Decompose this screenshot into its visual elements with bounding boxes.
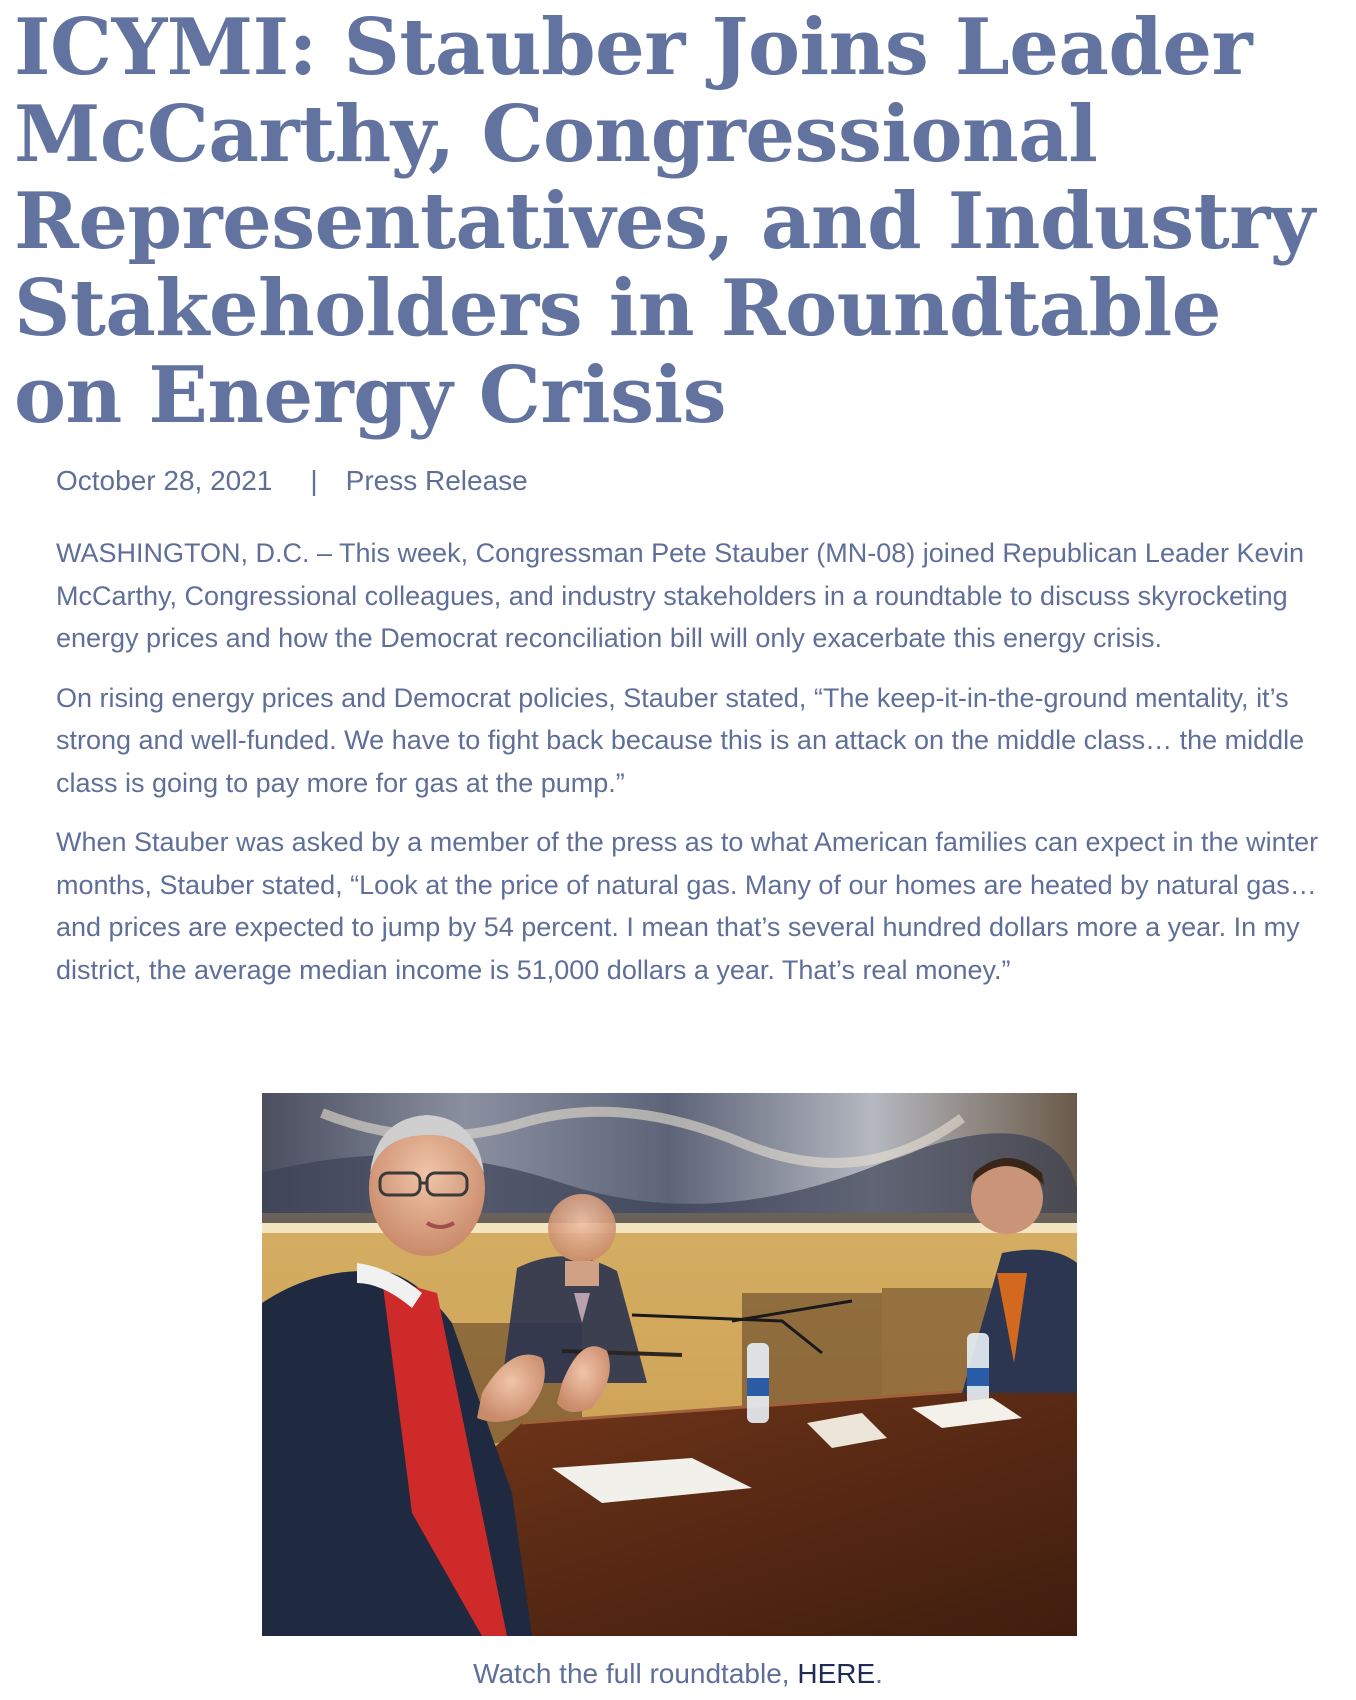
meta-separator: | [310,465,318,496]
paragraph-quote-2: When Stauber was asked by a member of the press as to what American families can expect in the winter months, Stauber stated, “Look at the price of natural gas. Many of our homes are heated by natural gas…and prices are expected to jump by 54 percent. I mean that’s several hundred dollars more a year. In my district, the average median income is 51,000 dollars a year. That’s real money.” [56,827,1319,985]
publish-date: October 28, 2021 [56,465,273,496]
article-meta [56,463,528,499]
photo-illustration [262,1093,1077,1636]
paragraph-intro: WASHINGTON, D.C. – This week, Congressman Pete Stauber (MN-08) joined Republican Leader Kevin McCarthy, Congressional colleagues, and industry stakeholders in a roundtable to discuss skyrocketing energy prices and how the Democrat reconciliation bill will only exacerbate this energy crisis. [56,538,1305,653]
roundtable-link[interactable]: HERE [797,1658,876,1689]
category-link[interactable]: Press Release [345,465,528,496]
page-title: ICYMI: Stauber Joins Leader McCarthy, Congressional Representatives, and Industry Stakeholders in Roundtable on Energy Crisis [14,2,1315,441]
caption-text: Watch the full roundtable, [473,1658,798,1689]
photo-caption [0,1656,1356,1692]
article-body [56,532,1336,1008]
roundtable-photo [262,1093,1077,1636]
caption-suffix: . [875,1658,883,1689]
paragraph-quote-1: On rising energy prices and Democrat policies, Stauber stated, “The keep-it-in-the-ground mentality, it’s strong and well-funded. We have to fight back because this is an attack on the middle class… the middle class is going to pay more for gas at the pump.” [56,682,1305,798]
